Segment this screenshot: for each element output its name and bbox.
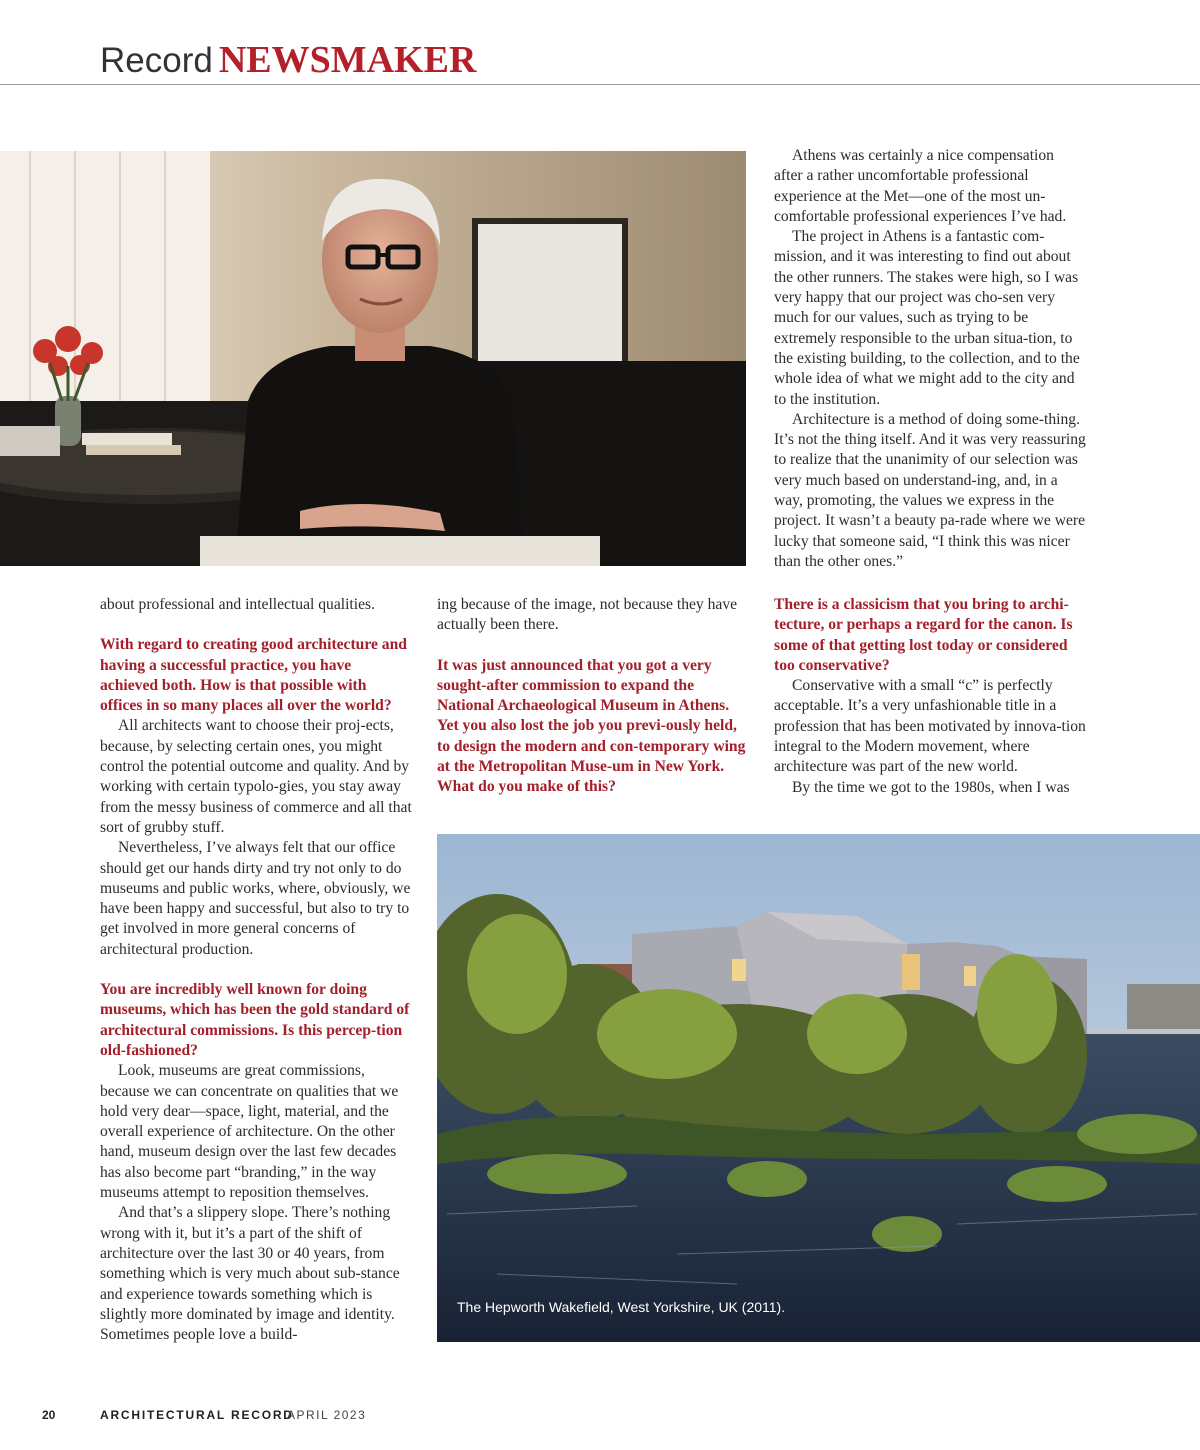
interview-question: There is a classicism that you bring to archi-tecture, or perhaps a regard for the canon. Is some of that getting lost today or considered too conservative? bbox=[774, 596, 1073, 674]
paragraph: By the time we got to the 1980s, when I was bbox=[792, 778, 1070, 796]
museum-photo bbox=[437, 834, 1200, 1342]
paragraph: ing because of the image, not because they have actually been there. bbox=[437, 596, 738, 634]
paragraph: Look, museums are great commissions, because we can concentrate on qualities that we hold very dear—space, light, material, and the overall experience of architecture. On the other hand, museum design over the last few decades has also become part “branding,” in the way museums attempt to reposition themselves. bbox=[100, 1062, 399, 1202]
column-1 bbox=[100, 595, 412, 1345]
interview-question: With regard to creating good architecture and having a successful practice, you have achieved both. How is that possible with offices in so many places all over the world? bbox=[100, 636, 407, 715]
interview-question: You are incredibly well known for doing museums, which has been the gold standard of architectural commissions. Is this percep-tion old-fashioned? bbox=[100, 981, 410, 1059]
section-label-newsmaker: NEWSMAKER bbox=[218, 39, 477, 81]
publication-name: ARCHITECTURAL RECORD bbox=[100, 1408, 294, 1422]
paragraph: about professional and intellectual qualities. bbox=[100, 596, 375, 613]
paragraph: Nevertheless, I’ve always felt that our office should get our hands dirty and try not only to do museums and public works, where, obviously, we have been happy and successful, but also to try to get involved in more general concerns of architectural production. bbox=[100, 839, 411, 958]
paragraph: And that’s a slippery slope. There’s nothing wrong with it, but it’s a part of the shift of architecture over the last 30 or 40 years, from something which is very much about sub-stance and experience towards something which is slightly more dominated by image and identity. Sometimes people love a build- bbox=[100, 1204, 400, 1344]
photo-caption: The Hepworth Wakefield, West Yorkshire, UK (2011). bbox=[457, 1299, 786, 1315]
paragraph: Conservative with a small “c” is perfectly acceptable. It’s a very unfashionable title in a profession that has been motivated by innova-tion integral to the Modern movement, where architecture was part of the new world. bbox=[774, 677, 1086, 776]
paragraph: All architects want to choose their proj-ects, because, by selecting certain ones, you might control the potential outcome and quality. And by working with certain typolo-gies, you stay away from the messy business of commerce and all that sort of grubby stuff. bbox=[100, 717, 412, 836]
paragraph: Athens was certainly a nice compensation after a rather uncomfortable professional experience at the Met—one of the most un-comfortable professional experiences I’ve had. bbox=[774, 147, 1067, 225]
interview-question: It was just announced that you got a very sought-after commission to expand the National Archaeological Museum in Athens. Yet you also lost the job you previ-ously held, to design the modern and con-temporary wing at the Metropolitan Muse-um in New York. What do you make of this? bbox=[437, 656, 746, 796]
portrait-photo bbox=[0, 151, 746, 566]
column-2 bbox=[437, 595, 749, 798]
header-rule bbox=[0, 84, 1200, 85]
issue-date: APRIL 2023 bbox=[287, 1408, 367, 1422]
column-3-top bbox=[774, 146, 1086, 572]
paragraph: The project in Athens is a fantastic com-mission, and it was interesting to find out about the other runners. The stakes were high, so I was very happy that our project was cho-sen very much for our values, such as trying to be extremely responsible to the urban situa-tion, to the existing building, to the collection, and to the whole idea of what we might add to the city and to the institution. bbox=[774, 228, 1080, 408]
section-header bbox=[100, 38, 476, 82]
column-3-bottom bbox=[774, 595, 1086, 798]
page-number: 20 bbox=[42, 1408, 56, 1422]
section-label-record: Record bbox=[100, 41, 213, 80]
paragraph: Architecture is a method of doing some-thing. It’s not the thing itself. And it was very reassuring to realize that the unanimity of our selection was very much based on understand-ing, and, in a way, promoting, the values we express in the project. It wasn’t a beauty pa-rade where we were lucky that someone said, “I think this was nicer than the other ones.” bbox=[774, 410, 1086, 570]
